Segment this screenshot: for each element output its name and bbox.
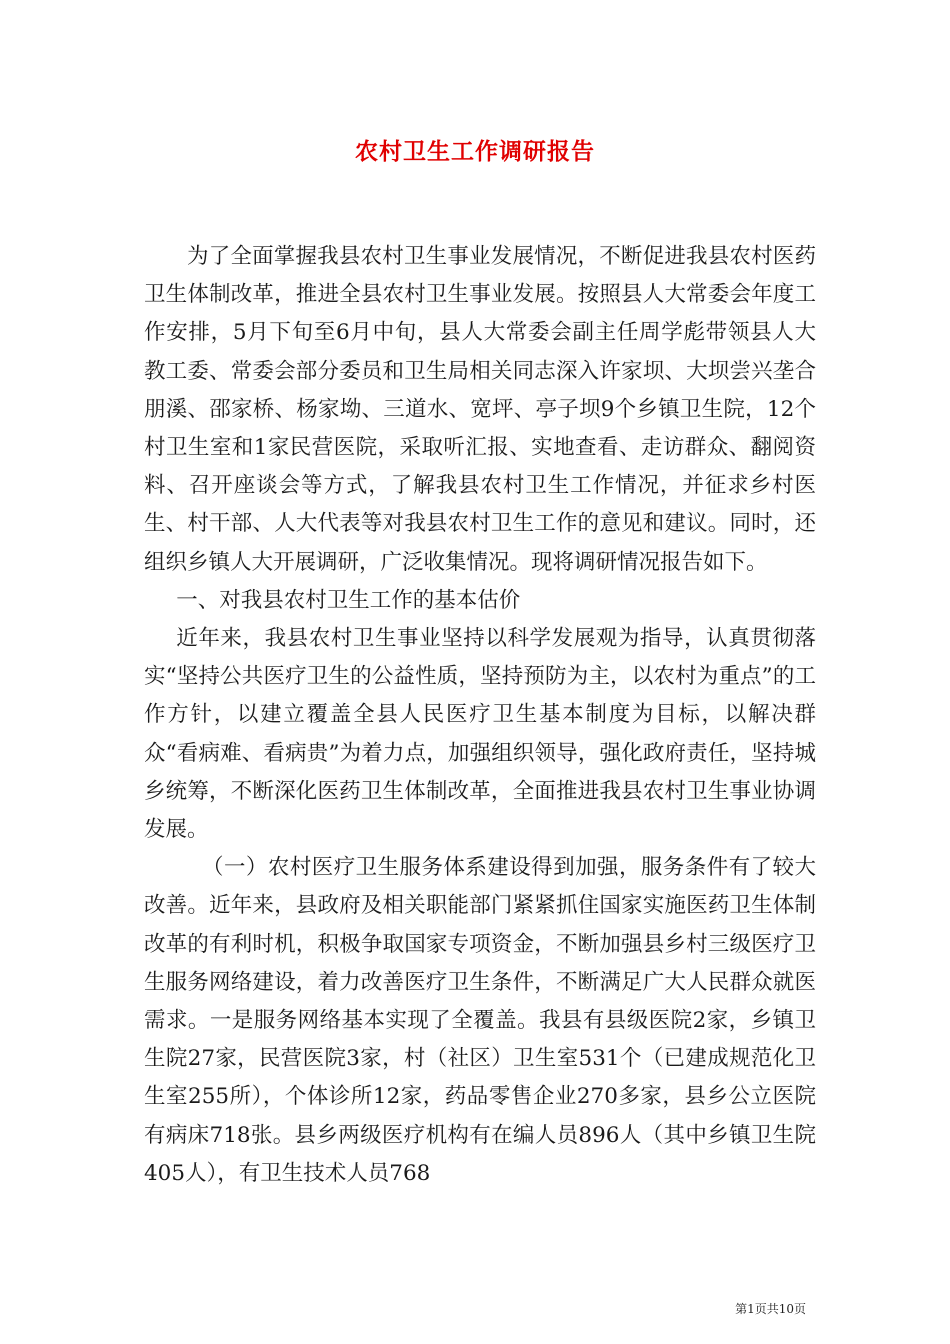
overview-paragraph: 近年来，我县农村卫生事业坚持以科学发展观为指导，认真贯彻落实“坚持公共医疗卫生的公益性质，坚持预防为主，以农村为重点”的工作方针，以建立覆盖全县人民医疗卫生基本制度为目标，以解决群众“看病难、看病贵”为着力点，加强组织领导，强化政府责任，坚持城乡统筹，不断深化医药卫生体制改革，全面推进我县农村卫生事业协调发展。 xyxy=(144,626,816,843)
subsection-paragraph: （一）农村医疗卫生服务体系建设得到加强，服务条件有了较大改善。近年来，县政府及相关职能部门紧紧抓住国家实施医药卫生体制改革的有利时机，积极争取国家专项资金，不断加强县乡村三级医疗卫生服务网络建设，着力改善医疗卫生条件，不断满足广大人民群众就医需求。一是服务网络基本实现了全覆盖。我县有县级医院2家，乡镇卫生院27家，民营医院3家，村（社区）卫生室531个（已建成规范化卫生室255所），个体诊所12家，药品零售企业270多家，县乡公立医院有病床718张。县乡两级医疗机构有在编人员896人（其中乡镇卫生院405人），有卫生技术人员768 xyxy=(144,855,816,1186)
document-body xyxy=(144,238,816,1193)
section-heading: 一、对我县农村卫生工作的基本估价 xyxy=(176,587,521,613)
page-number: 第1页共10页 xyxy=(735,1302,806,1316)
document-title: 农村卫生工作调研报告 xyxy=(355,138,595,165)
intro-paragraph: 为了全面掌握我县农村卫生事业发展情况，不断促进我县农村医药卫生体制改革，推进全县农村卫生事业发展。按照县人大常委会年度工作安排，5月下旬至6月中旬，县人大常委会副主任周学彪带领县人大教工委、常委会部分委员和卫生局相关同志深入许家坝、大坝尝兴垄合朋溪、邵家桥、杨家坳、三道水、宽坪、亭子坝9个乡镇卫生院，12个村卫生室和1家民营医院，采取听汇报、实地查看、走访群众、翻阅资料、召开座谈会等方式，了解我县农村卫生工作情况，并征求乡村医生、村干部、人大代表等对我县农村卫生工作的意见和建议。同时，还组织乡镇人大开展调研，广泛收集情况。现将调研情况报告如下。 xyxy=(144,244,816,575)
